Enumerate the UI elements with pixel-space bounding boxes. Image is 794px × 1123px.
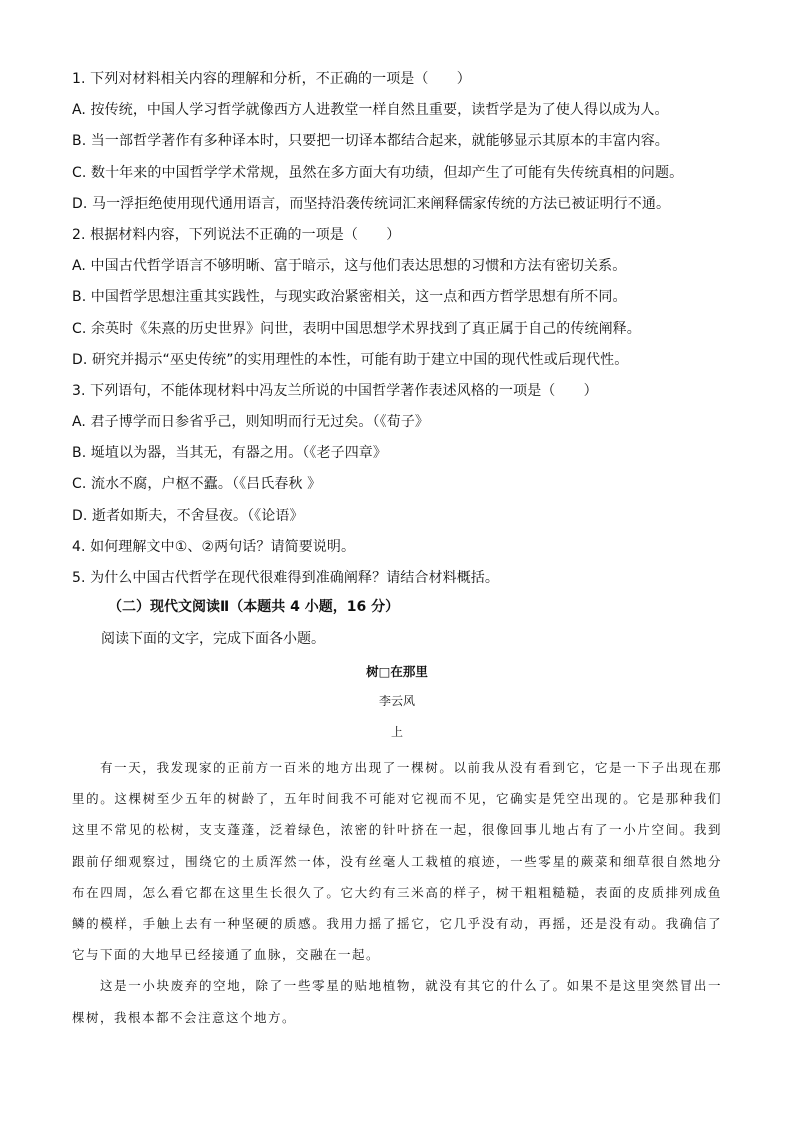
answer-option: C. 流水不腐，户枢不蠹。（《吕氏春秋 》 <box>72 476 322 493</box>
article-paragraph: 这是一小块废弃的空地，除了一些零星的贴地植物，就没有其它的什么了。如果不是这里突然冒出一棵树，我根本都不会注意这个地方。 <box>72 978 722 1025</box>
answer-option: B. 中国哲学思想注重其实践性，与现实政治紧密相关，这一点和西方哲学思想有所不同。 <box>72 289 627 306</box>
answer-option: C. 余英时《朱熹的历史世界》问世，表明中国思想学术界找到了真正属于自己的传统阐释。 <box>72 320 641 337</box>
article-part-label: 上 <box>390 725 403 739</box>
answer-option: B. 埏埴以为器，当其无，有器之用。（《老子四章》 <box>72 445 388 462</box>
answer-option: D. 马一浮拒绝使用现代通用语言，而坚持沿袭传统词汇来阐释儒家传统的方法已被证明行不通。 <box>72 195 671 212</box>
question-stem: 4. 如何理解文中①、②两句话？请简要说明。 <box>72 538 356 555</box>
question-stem: 1. 下列对材料相关内容的理解和分析，不正确的一项是（ ） <box>72 71 471 87</box>
answer-option: A. 按传统，中国人学习哲学就像西方人进教堂一样自然且重要，读哲学是为了使人得以成为人。 <box>72 102 669 119</box>
answer-option: A. 中国古代哲学语言不够明晰、富于暗示，这与他们表达思想的习惯和方法有密切关系。 <box>72 258 627 275</box>
article-paragraph: 有一天，我发现家的正前方一百米的地方出现了一棵树。以前我从没有看到它，它是一下子出现在那里的。这棵树至少五年的树龄了，五年时间我不可能对它视而不见，它确实是凭空出现的。它是那种我们这里不常见的松树，支支蓬蓬，泛着绿色，浓密的针叶挤在一起，很像回事儿地占有了一小片空间。我到跟前仔细观察过，围绕它的土质浑然一体，没有丝毫人工栽植的痕迹，一些零星的蕨菜和细草很自然地分布在四周，怎么看它都在这里生长很久了。它大约有三米高的样子，树干粗粗糙糙，表面的皮质排列成鱼鳞的模样，手触上去有一种坚硬的质感。我用力摇了摇它，它几乎没有动，再摇，还是没有动。我确信了它与下面的大地早已经接通了血脉，交融在一起。 <box>72 760 722 963</box>
question-stem: 3. 下列语句，不能体现材料中冯友兰所说的中国哲学著作表述风格的一项是（ ） <box>72 382 598 399</box>
article-title: 树□在那里 <box>366 664 428 679</box>
answer-option: A. 君子博学而日参省乎己，则知明而行无过矣。（《荀子》 <box>72 414 430 431</box>
answer-option: B. 当一部哲学著作有多种译本时，只要把一切译本都结合起来，就能够显示其原本的丰富内容。 <box>72 133 669 150</box>
question-stem: 2. 根据材料内容，下列说法不正确的一项是（ ） <box>72 226 401 243</box>
section-heading: （二）现代文阅读Ⅱ（本题共 4 小题，16 分） <box>108 599 400 615</box>
question-stem: 5. 为什么中国古代哲学在现代很难得到准确阐释？请结合材料概括。 <box>72 570 500 586</box>
answer-option: D. 逝者如斯夫，不舍昼夜。（《论语》 <box>72 507 304 524</box>
answer-option: D. 研究并揭示“巫史传统”的实用理性的本性，可能有助于建立中国的现代性或后现代性。 <box>72 351 629 368</box>
article-author: 李云风 <box>378 694 415 708</box>
question-list <box>72 64 732 594</box>
article-body <box>72 752 722 1033</box>
answer-option: C. 数十年来的中国哲学学术常规，虽然在多方面大有功绩，但却产生了可能有失传统真相的问题。 <box>72 164 684 181</box>
section-instruction: 阅读下面的文字，完成下面各小题。 <box>101 631 325 647</box>
